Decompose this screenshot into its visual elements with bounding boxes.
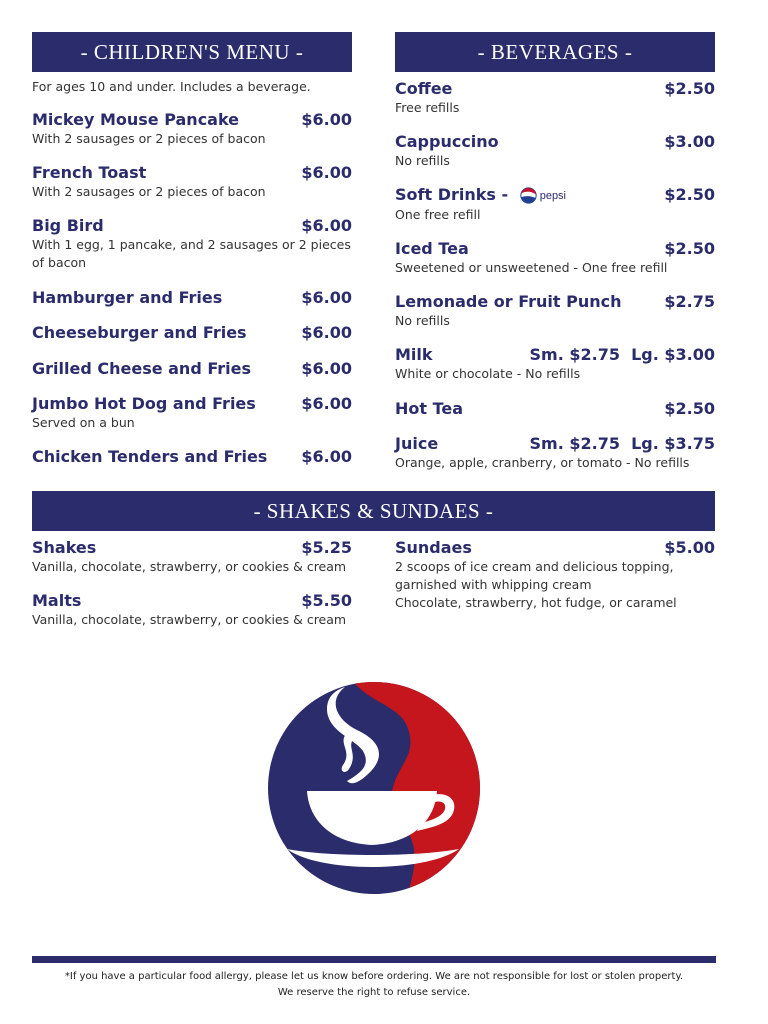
item-price: $6.00: [301, 394, 352, 413]
item-price: Sm. $2.75 Lg. $3.75: [529, 434, 715, 453]
item-price: $2.75: [664, 292, 715, 311]
item-description-options: Chocolate, strawberry, hot fudge, or caramel: [395, 595, 677, 610]
item-name: Grilled Cheese and Fries: [32, 359, 251, 378]
item-name: Hamburger and Fries: [32, 288, 223, 307]
item-price: $5.50: [301, 591, 352, 610]
item-description: No refills: [395, 313, 450, 328]
footer-notice: [32, 969, 716, 1001]
beverages-title: - BEVERAGES -: [477, 39, 633, 64]
item-price: $6.00: [301, 359, 352, 378]
item-price: $6.00: [301, 110, 352, 129]
item-price: $5.25: [301, 538, 352, 557]
item-description: Sweetened or unsweetened - One free refill: [395, 260, 668, 275]
item-description: Free refills: [395, 100, 460, 115]
pepsi-brand-text: pepsi: [539, 189, 566, 202]
item-price: $2.50: [664, 79, 715, 98]
item-name: French Toast: [32, 163, 147, 182]
item-description: Vanilla, chocolate, strawberry, or cookies & cream: [32, 559, 347, 574]
item-name: Cheeseburger and Fries: [32, 323, 247, 342]
item-name: Jumbo Hot Dog and Fries: [32, 394, 256, 413]
item-description: Vanilla, chocolate, strawberry, or cookies & cream: [32, 612, 347, 627]
item-price: $5.00: [664, 538, 715, 557]
item-price: $2.50: [664, 239, 715, 258]
item-price: $6.00: [301, 447, 352, 466]
item-name: Milk: [395, 345, 433, 364]
item-price: $2.50: [664, 399, 715, 418]
item-name: Shakes: [32, 538, 97, 557]
item-description: With 2 sausages or 2 pieces of bacon: [32, 131, 266, 146]
item-name: Sundaes: [395, 538, 472, 557]
footer-line-2: We reserve the right to refuse service.: [277, 987, 471, 998]
item-price: Sm. $2.75 Lg. $3.00: [529, 345, 715, 364]
childrens-menu-intro: For ages 10 and under. Includes a beverage.: [32, 79, 311, 94]
menu-item: [395, 538, 715, 612]
item-name: Lemonade or Fruit Punch: [395, 292, 622, 311]
item-description: One free refill: [395, 206, 481, 222]
item-price: $6.00: [301, 216, 352, 235]
coffee-cup-logo-icon: [267, 681, 481, 895]
item-price: $2.50: [664, 185, 715, 204]
item-name: Juice: [395, 434, 439, 453]
item-name: Soft Drinks -: [395, 185, 509, 204]
item-description: Orange, apple, cranberry, or tomato - No refills: [395, 455, 690, 470]
item-description: With 1 egg, 1 pancake, and 2 sausages or 2 pieces of bacon: [32, 237, 351, 270]
footer-line-1: *If you have a particular food allergy, please let us know before ordering. We are not responsible for lost or stolen property.: [64, 971, 684, 982]
item-name: Big Bird: [32, 216, 104, 235]
item-name: Hot Tea: [395, 399, 464, 418]
footer-divider: [32, 956, 716, 963]
menu-item: [32, 538, 352, 576]
item-name: Malts: [32, 591, 82, 610]
menu-item: [32, 591, 352, 629]
item-price: $6.00: [301, 163, 352, 182]
item-price: $6.00: [301, 288, 352, 307]
item-price: $3.00: [664, 132, 715, 151]
item-name: Cappuccino: [395, 132, 499, 151]
item-description: Served on a bun: [32, 415, 135, 430]
item-name: Iced Tea: [395, 239, 469, 258]
item-description: White or chocolate - No refills: [395, 366, 581, 381]
item-name: Chicken Tenders and Fries: [32, 447, 268, 466]
item-description: 2 scoops of ice cream and delicious topping, garnished with whipping cream: [395, 559, 674, 592]
shakes-sundaes-title: - SHAKES & SUNDAES -: [253, 498, 494, 523]
item-description: With 2 sausages or 2 pieces of bacon: [32, 184, 266, 199]
item-price: $6.00: [301, 323, 352, 342]
item-name: Mickey Mouse Pancake: [32, 110, 240, 129]
item-name: Coffee: [395, 79, 453, 98]
childrens-menu-title: - CHILDREN'S MENU -: [80, 39, 304, 64]
item-description: No refills: [395, 153, 450, 168]
